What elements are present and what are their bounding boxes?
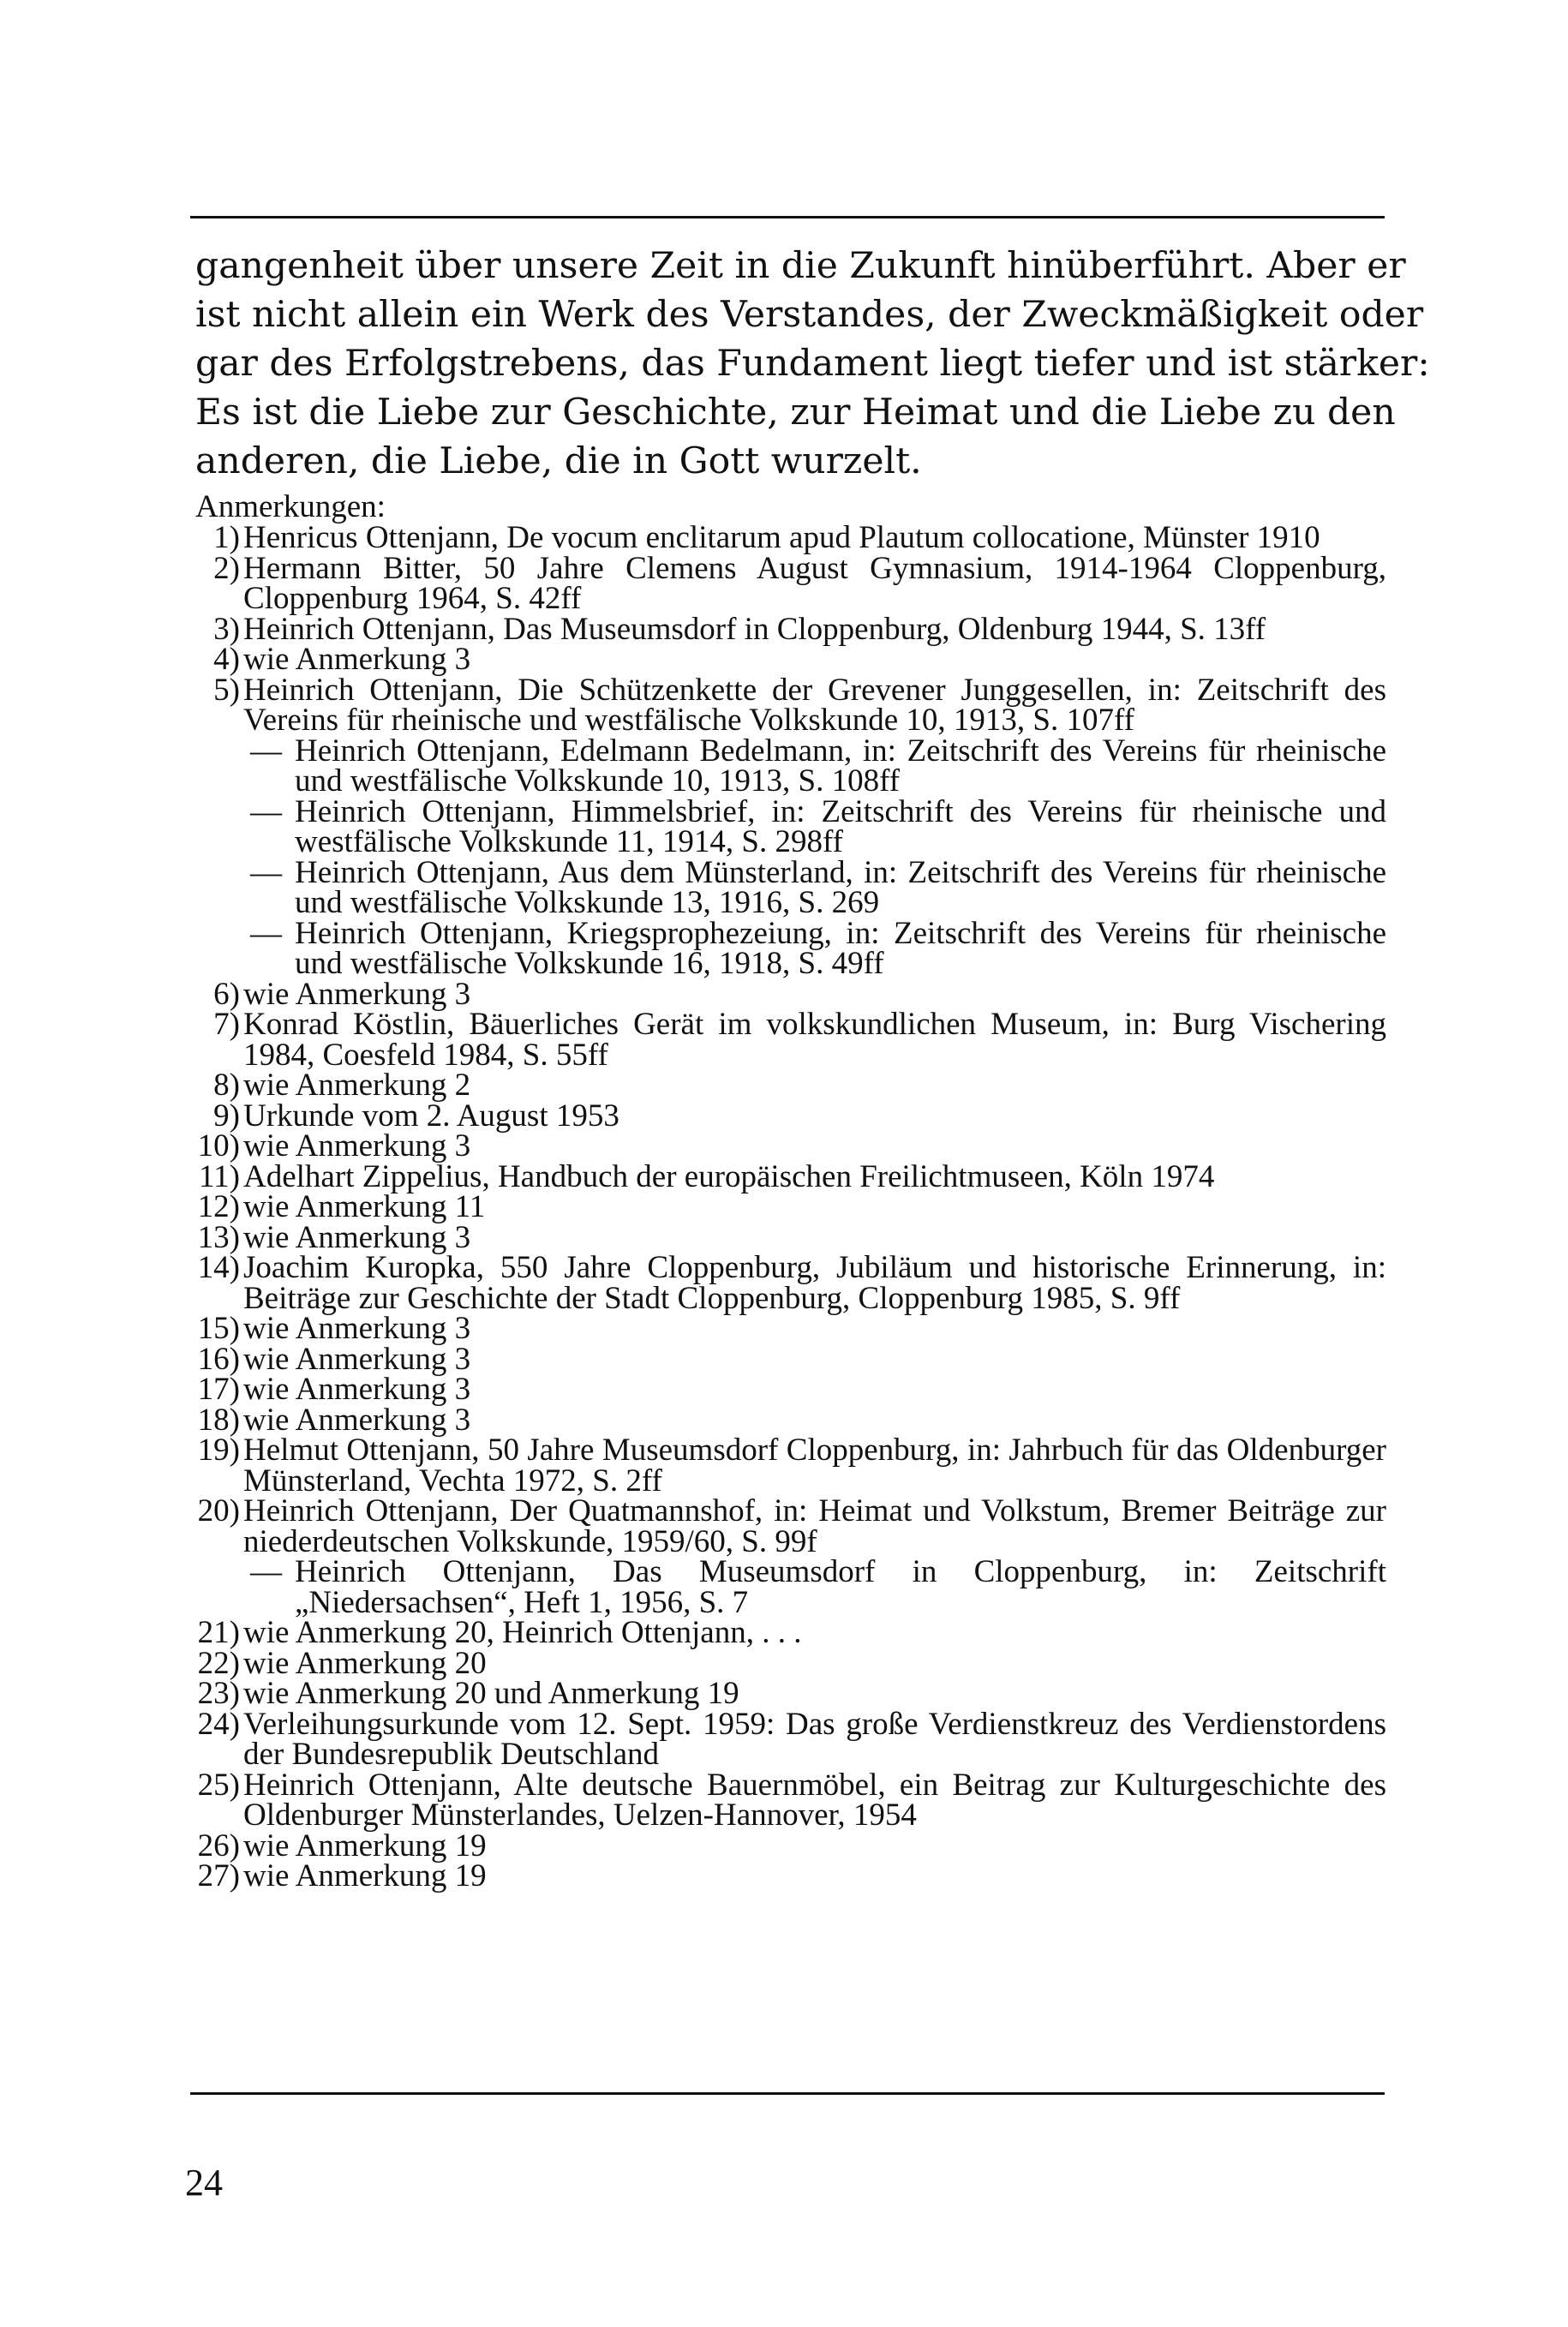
note-text: Heinrich Ottenjann, Edelmann Bedelmann, in: Zeitschrift des Vereins für rheinische und westfälische Volkskunde 10, 1913, S. 108ff <box>295 733 1386 799</box>
note-number: 23) <box>197 1676 240 1711</box>
body-line: anderen, die Liebe, die in Gott wurzelt. <box>195 440 922 482</box>
note-dash: — <box>250 733 282 769</box>
note-text: wie Anmerkung 3 <box>243 1402 471 1438</box>
note-text: Heinrich Ottenjann, Himmelsbrief, in: Zeitschrift des Vereins für rheinische und westfälische Volkskunde 11, 1914, S. 298ff <box>295 793 1386 859</box>
body-line: gangenheit über unsere Zeit in die Zukunft hinüberführt. Aber er <box>195 245 1406 287</box>
note-number: 22) <box>197 1645 240 1681</box>
note-number: 12) <box>197 1189 240 1224</box>
note-item <box>195 1828 1386 1863</box>
notes-section <box>195 489 1386 1893</box>
note-dash: — <box>250 793 282 829</box>
note-text: Hermann Bitter, 50 Jahre Clemens August Gymnasium, 1914-1964 Cloppenburg, Cloppenburg 1964, S. 42ff <box>243 550 1386 616</box>
top-rule <box>190 216 1385 218</box>
note-text: wie Anmerkung 19 <box>243 1828 487 1863</box>
note-number: 1) <box>213 520 240 555</box>
note-text: Helmut Ottenjann, 50 Jahre Museumsdorf Cloppenburg, in: Jahrbuch für das Oldenburger Münsterland, Vechta 1972, S. 2ff <box>243 1433 1386 1498</box>
bottom-rule <box>190 2092 1385 2095</box>
note-item <box>195 672 1386 738</box>
note-text: Verleihungsurkunde vom 12. Sept. 1959: Das große Verdienstkreuz des Verdienstordens der Bundesrepublik Deutschland <box>243 1706 1386 1772</box>
note-number: 25) <box>197 1767 240 1803</box>
note-number: 19) <box>197 1433 240 1468</box>
note-number: 2) <box>213 550 240 586</box>
sub-note <box>195 733 1386 799</box>
note-text: wie Anmerkung 3 <box>243 1128 471 1164</box>
note-item <box>195 1858 1386 1893</box>
note-number: 20) <box>197 1493 240 1528</box>
note-text: wie Anmerkung 11 <box>243 1189 486 1224</box>
note-text: Adelhart Zippelius, Handbuch der europäischen Freilichtmuseen, Köln 1974 <box>243 1158 1215 1194</box>
note-text: Heinrich Ottenjann, Aus dem Münsterland, in: Zeitschrift des Vereins für rheinische und westfälische Volkskunde 13, 1916, S. 269 <box>295 854 1386 920</box>
note-text: wie Anmerkung 3 <box>243 642 471 677</box>
page-number: 24 <box>185 2162 223 2204</box>
note-text: Joachim Kuropka, 550 Jahre Cloppenburg, Jubiläum und historische Erinnerung, in: Beiträge zur Geschichte der Stadt Cloppenburg, Cloppenburg 1985, S. 9ff <box>243 1250 1386 1316</box>
note-dash: — <box>250 854 282 890</box>
note-text: Henricus Ottenjann, De vocum enclitarum apud Plautum collocatione, Münster 1910 <box>243 520 1320 555</box>
note-item <box>195 1767 1386 1833</box>
note-text: Heinrich Ottenjann, Die Schützenkette der Grevener Junggesellen, in: Zeitschrift des Vereins für rheinische und westfälische Volkskunde 10, 1913, S. 107ff <box>243 672 1386 738</box>
note-number: 13) <box>197 1219 240 1255</box>
note-text: wie Anmerkung 20 und Anmerkung 19 <box>243 1676 739 1711</box>
note-dash: — <box>250 915 282 951</box>
note-item <box>195 1678 1386 1709</box>
note-text: wie Anmerkung 2 <box>243 1068 471 1103</box>
note-item <box>195 520 1386 555</box>
note-text: wie Anmerkung 3 <box>243 1341 471 1377</box>
note-item <box>195 1435 1386 1496</box>
note-number: 15) <box>197 1311 240 1346</box>
note-text: wie Anmerkung 19 <box>243 1858 487 1893</box>
note-number: 18) <box>197 1402 240 1438</box>
note-text: wie Anmerkung 20 <box>243 1645 487 1681</box>
note-item <box>195 1615 1386 1650</box>
sub-note <box>195 854 1386 920</box>
note-item <box>195 1402 1386 1438</box>
note-item <box>195 1219 1386 1255</box>
note-text: wie Anmerkung 3 <box>243 1311 471 1346</box>
note-text: Urkunde vom 2. August 1953 <box>243 1098 619 1134</box>
note-item <box>195 550 1386 616</box>
notes-list <box>195 520 1386 1893</box>
body-line: Es ist die Liebe zur Geschichte, zur Heimat und die Liebe zu den <box>195 392 1396 434</box>
sub-note <box>195 915 1386 981</box>
note-item <box>195 644 1386 675</box>
note-item <box>195 1313 1386 1344</box>
note-item <box>195 1493 1386 1559</box>
note-item <box>195 1007 1386 1073</box>
note-item <box>195 1098 1386 1134</box>
note-text: Heinrich Ottenjann, Kriegsprophezeiung, in: Zeitschrift des Vereins für rheinische und westfälische Volkskunde 16, 1918, S. 49ff <box>295 915 1386 981</box>
note-number: 27) <box>197 1858 240 1893</box>
note-item <box>195 1158 1386 1194</box>
note-text: Heinrich Ottenjann, Der Quatmannshof, in: Heimat und Volkstum, Bremer Beiträge zur niederdeutschen Volkskunde, 1959/60, S. 99f <box>243 1493 1386 1559</box>
note-number: 4) <box>213 642 240 677</box>
note-number: 5) <box>213 672 240 708</box>
note-item <box>195 1128 1386 1164</box>
note-number: 14) <box>197 1250 240 1285</box>
note-number: 3) <box>213 611 240 647</box>
note-number: 8) <box>213 1068 240 1103</box>
note-number: 10) <box>197 1128 240 1164</box>
note-number: 21) <box>197 1615 240 1650</box>
note-item <box>195 976 1386 1012</box>
note-text: Heinrich Ottenjann, Das Museumsdorf in Cloppenburg, in: Zeitschrift „Niedersachsen“, Heft 1, 1956, S. 7 <box>295 1554 1386 1620</box>
note-number: 6) <box>213 976 240 1012</box>
note-number: 26) <box>197 1828 240 1863</box>
note-item <box>195 1374 1386 1405</box>
note-text: Heinrich Ottenjann, Alte deutsche Bauernmöbel, ein Beitrag zur Kulturgeschichte des Oldenburger Münsterlandes, Uelzen-Hannover, 1954 <box>243 1767 1386 1833</box>
note-item <box>195 1645 1386 1681</box>
body-line: ist nicht allein ein Werk des Verstandes, der Zweckmäßigkeit oder <box>195 294 1424 336</box>
note-number: 17) <box>197 1372 240 1407</box>
note-item <box>195 1250 1386 1316</box>
note-text: Heinrich Ottenjann, Das Museumsdorf in Cloppenburg, Oldenburg 1944, S. 13ff <box>243 611 1266 647</box>
note-item <box>195 1070 1386 1101</box>
body-line: gar des Erfolgstrebens, das Fundament liegt tiefer und ist stärker: <box>195 343 1430 385</box>
note-number: 11) <box>199 1158 240 1194</box>
note-item <box>195 1706 1386 1772</box>
note-text: wie Anmerkung 3 <box>243 976 471 1012</box>
note-item <box>195 1341 1386 1377</box>
body-paragraph <box>195 242 1430 486</box>
notes-heading: Anmerkungen: <box>195 489 386 524</box>
note-text: wie Anmerkung 3 <box>243 1372 471 1407</box>
note-number: 24) <box>197 1706 240 1742</box>
note-number: 9) <box>213 1098 240 1134</box>
note-text: wie Anmerkung 20, Heinrich Ottenjann, . . . <box>243 1615 802 1650</box>
note-number: 7) <box>213 1007 240 1042</box>
note-dash: — <box>250 1554 282 1589</box>
note-item <box>195 1189 1386 1224</box>
note-item <box>195 611 1386 647</box>
note-number: 16) <box>197 1341 240 1377</box>
note-text: Konrad Köstlin, Bäuerliches Gerät im volkskundlichen Museum, in: Burg Vischering 1984, Coesfeld 1984, S. 55ff <box>243 1007 1386 1073</box>
sub-note <box>195 1554 1386 1620</box>
sub-note <box>195 793 1386 859</box>
note-text: wie Anmerkung 3 <box>243 1219 471 1255</box>
